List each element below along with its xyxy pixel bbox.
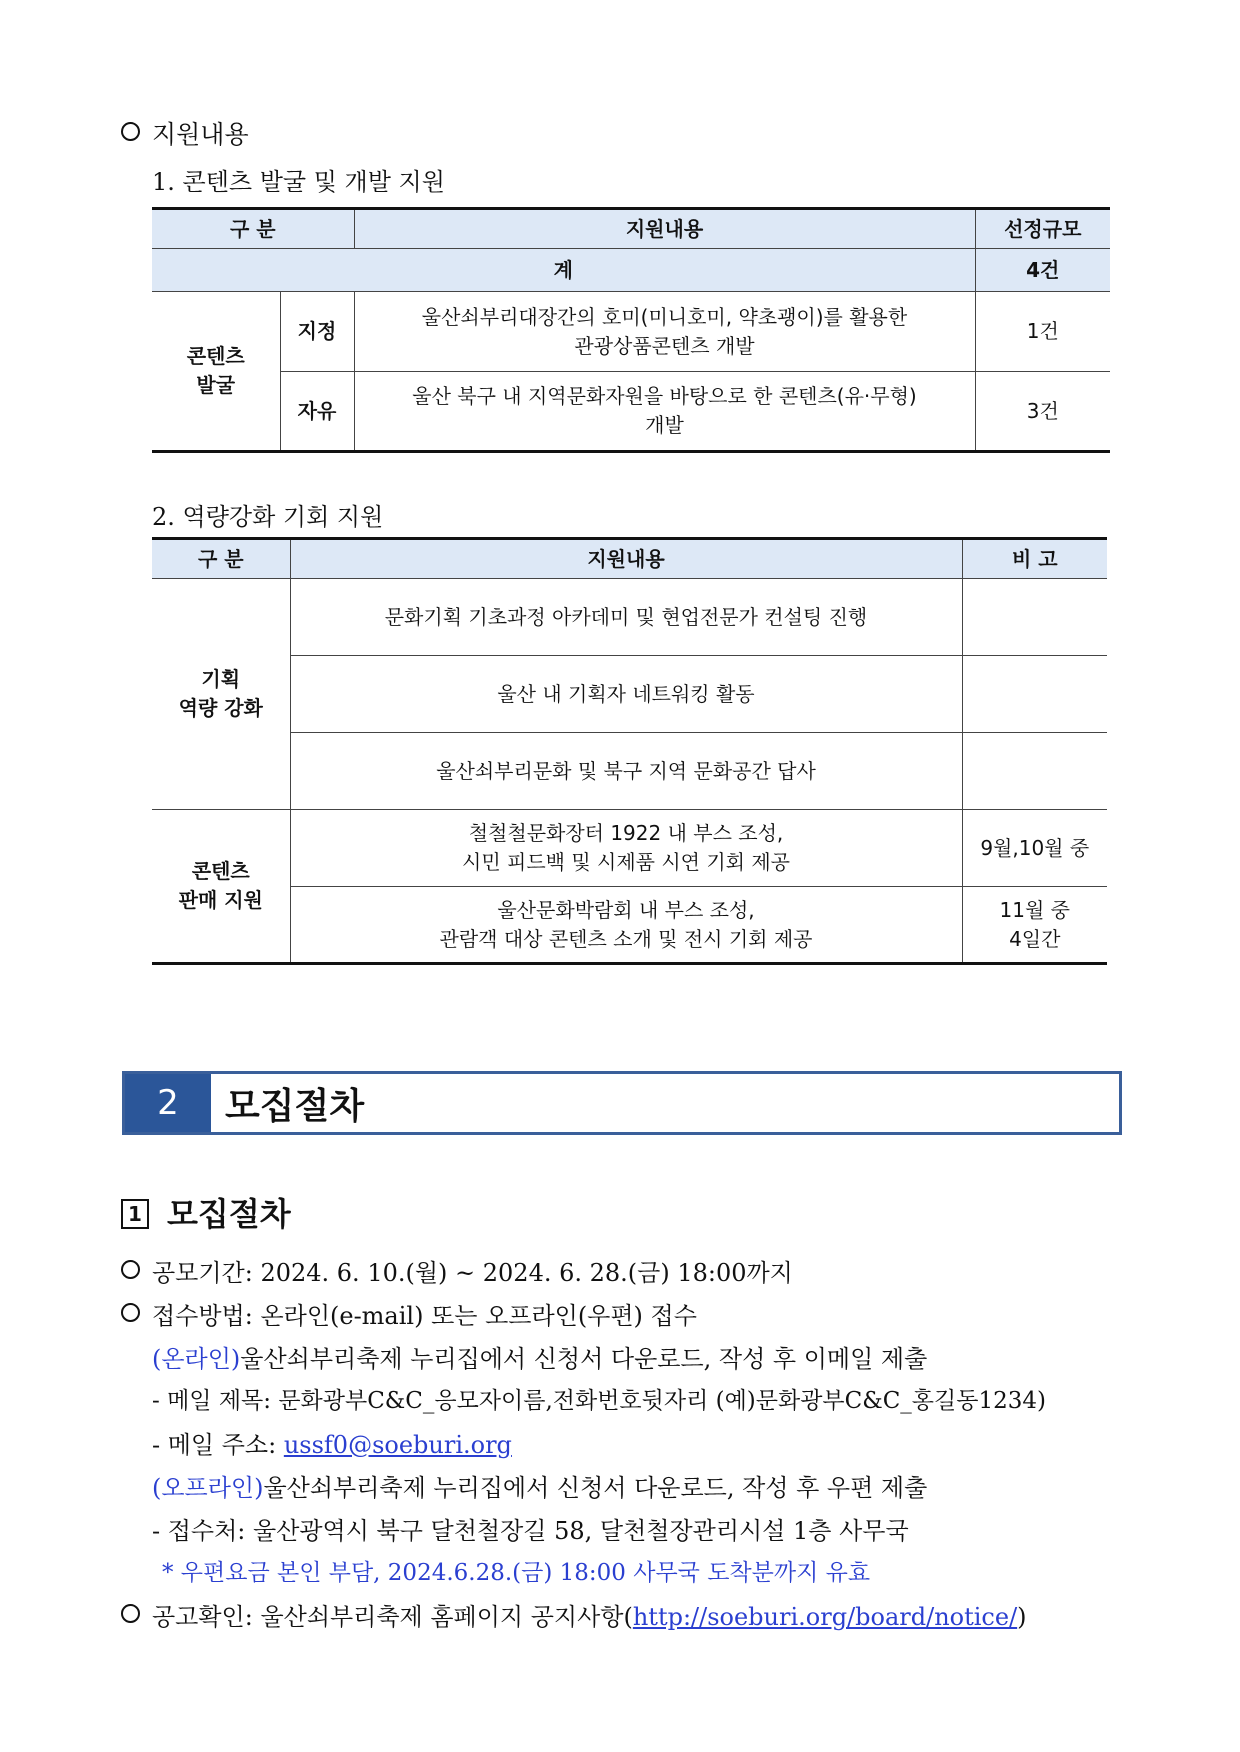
- row-note: [962, 656, 1107, 733]
- sum-label: 계: [152, 249, 975, 292]
- mail-address-line: - 메일 주소: ussf0@soeburi.org: [152, 1431, 512, 1459]
- subtitle-content-discovery: 1. 콘텐츠 발굴 및 개발 지원: [152, 168, 445, 196]
- box-number: 1: [121, 1199, 149, 1229]
- section-title: 모집절차: [225, 1085, 365, 1127]
- row-content: 울산쇠부리대장간의 호미(미니호미, 약초괭이)를 활용한 관광상품콘텐츠 개발: [354, 292, 975, 372]
- method-line: 접수방법: 온라인(e-mail) 또는 오프라인(우편) 접수: [121, 1296, 697, 1331]
- group-content-discovery: 콘텐츠 발굴: [152, 292, 280, 452]
- row-content: 울산 북구 내 지역문화자원을 바탕으로 한 콘텐츠(유·무형) 개발: [354, 372, 975, 452]
- receiver-line: - 접수처: 울산광역시 북구 달천철장길 58, 달천철장관리시설 1층 사무국: [152, 1517, 909, 1545]
- row-content: 울산쇠부리문화 및 북구 지역 문화공간 답사: [290, 733, 962, 810]
- group-content-sales: 콘텐츠 판매 지원: [152, 810, 290, 964]
- notice-line: 공고확인: 울산쇠부리축제 홈페이지 공지사항(http://soeburi.org/board/notice/): [121, 1597, 1027, 1632]
- row-content: 철철철문화장터 1922 내 부스 조성, 시민 피드백 및 시제품 시연 기회 제공: [290, 810, 962, 887]
- support-heading: 지원내용: [121, 115, 249, 151]
- header-scale: 선정규모: [975, 209, 1110, 249]
- row-type: 지정: [280, 292, 354, 372]
- online-line: (온라인)울산쇠부리축제 누리집에서 신청서 다운로드, 작성 후 이메일 제출: [152, 1345, 928, 1373]
- header-content: 지원내용: [290, 539, 962, 579]
- postage-note: * 우편요금 본인 부담, 2024.6.28.(금) 18:00 사무국 도착분까지 유효: [162, 1560, 871, 1586]
- online-tag: (온라인): [152, 1345, 241, 1373]
- row-note: 11월 중 4일간: [962, 887, 1107, 964]
- header-category: 구 분: [152, 209, 354, 249]
- circle-bullet-icon: [121, 1604, 140, 1623]
- row-content: 울산문화박람회 내 부스 조성, 관람객 대상 콘텐츠 소개 및 전시 기회 제공: [290, 887, 962, 964]
- row-note: [962, 733, 1107, 810]
- circle-bullet-icon: [121, 1303, 140, 1322]
- header-content: 지원내용: [354, 209, 975, 249]
- period-line: 공모기간: 2024. 6. 10.(월) ~ 2024. 6. 28.(금) 18:00까지: [121, 1253, 793, 1288]
- procedure-title: 1 모집절차: [121, 1189, 291, 1235]
- subtitle-capacity-building: 2. 역량강화 기회 지원: [152, 503, 384, 531]
- group-planning-capacity: 기획 역량 강화: [152, 579, 290, 810]
- row-content: 문화기획 기초과정 아카데미 및 현업전문가 컨설팅 진행: [290, 579, 962, 656]
- row-note: [962, 579, 1107, 656]
- row-scale: 3건: [975, 372, 1110, 452]
- row-note: 9월,10월 중: [962, 810, 1107, 887]
- section-header: [122, 1071, 1122, 1135]
- circle-bullet-icon: [121, 122, 140, 141]
- offline-tag: (오프라인): [152, 1474, 264, 1502]
- notice-url-link[interactable]: http://soeburi.org/board/notice/: [632, 1603, 1018, 1631]
- mail-address-link[interactable]: ussf0@soeburi.org: [283, 1431, 512, 1459]
- mail-subject-line: - 메일 제목: 문화광부C&C_응모자이름,전화번호뒷자리 (예)문화광부C&C_홍길동1234): [152, 1388, 1046, 1414]
- header-category: 구 분: [152, 539, 290, 579]
- header-note: 비 고: [962, 539, 1107, 579]
- content-discovery-table: [152, 207, 1110, 453]
- sum-value: 4건: [975, 249, 1110, 292]
- row-type: 자유: [280, 372, 354, 452]
- offline-line: (오프라인)울산쇠부리축제 누리집에서 신청서 다운로드, 작성 후 우편 제출: [152, 1474, 928, 1502]
- circle-bullet-icon: [121, 1260, 140, 1279]
- section-number: 2: [125, 1074, 211, 1132]
- capacity-building-table: [152, 537, 1107, 965]
- row-content: 울산 내 기획자 네트워킹 활동: [290, 656, 962, 733]
- row-scale: 1건: [975, 292, 1110, 372]
